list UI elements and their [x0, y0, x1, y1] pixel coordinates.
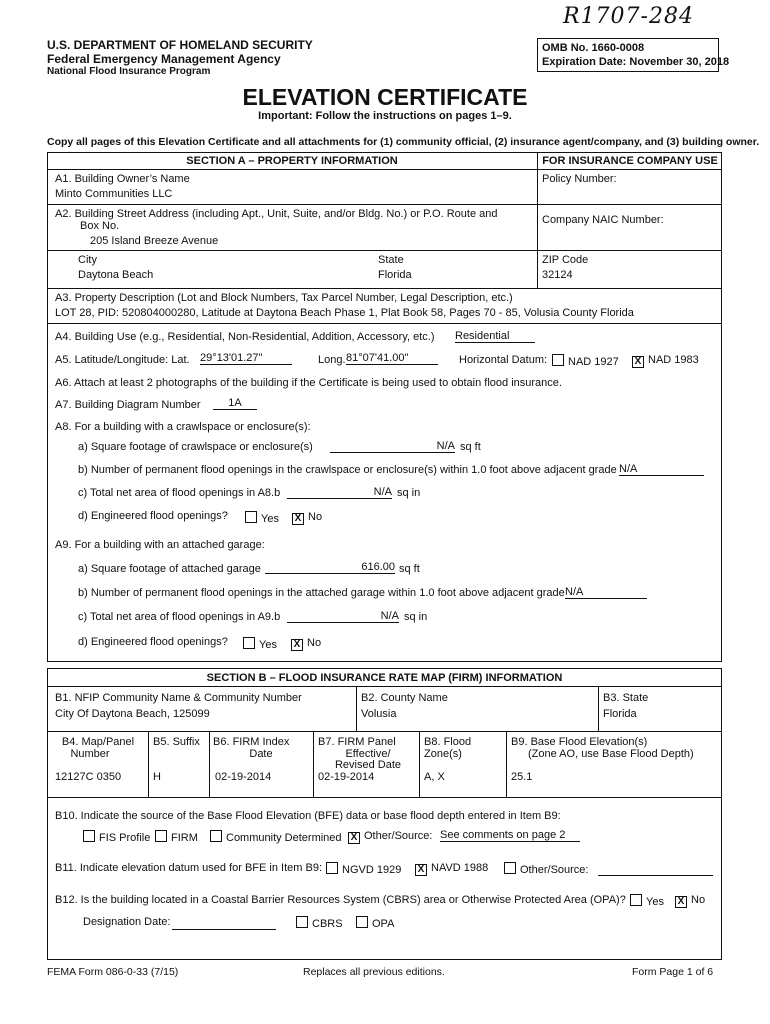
a8b-value[interactable]: N/A	[619, 463, 704, 476]
b9-value[interactable]: 25.1	[511, 771, 533, 783]
a8-label: A8. For a building with a crawlspace or enclosure(s):	[55, 421, 311, 433]
a9d-yes-label: Yes	[259, 639, 277, 651]
a8d-label: d) Engineered flood openings?	[78, 510, 228, 522]
b2-value[interactable]: Volusia	[361, 708, 397, 720]
a9b-label: b) Number of permanent flood openings in the attached garage within 1.0 foot above adjacent grade	[78, 587, 565, 599]
b1-label: B1. NFIP Community Name & Community Number	[55, 692, 302, 704]
omb-number: OMB No. 1660-0008	[542, 42, 645, 54]
a2-label: A2. Building Street Address (including Apt., Unit, Suite, and/or Bldg. No.) or P.O. Route and	[55, 208, 498, 220]
a9b-value[interactable]: N/A	[565, 586, 647, 599]
b7-label-cont2: Revised Date	[334, 759, 402, 771]
nad1927-label: NAD 1927	[568, 356, 619, 368]
a5-datum-label: Horizontal Datum:	[459, 354, 548, 366]
nad1927-option[interactable]	[552, 354, 619, 368]
b11-label: B11. Indicate elevation datum used for BFE in Item B9:	[55, 862, 322, 874]
b9-label: B9. Base Flood Elevation(s)	[511, 736, 648, 748]
a9-label: A9. For a building with an attached garage:	[55, 539, 265, 551]
b5-label: B5. Suffix	[153, 736, 200, 748]
other-source-checkbox[interactable]: X	[348, 832, 360, 844]
a9d-yes-checkbox[interactable]	[243, 637, 255, 649]
a3-value[interactable]: LOT 28, PID: 520804000280, Latitude at Daytona Beach Phase 1, Plat Book 58, Pages 70 - 85, Volusia County Florida	[55, 307, 634, 319]
replaces-note: Replaces all previous editions.	[303, 966, 445, 978]
a1-value[interactable]: Minto Communities LLC	[55, 188, 173, 200]
cbrs-checkbox[interactable]	[296, 916, 308, 928]
expiration-date: Expiration Date: November 30, 2018	[542, 56, 730, 68]
a5-long-label: Long.	[318, 354, 346, 366]
navd-option[interactable]	[415, 862, 488, 876]
a6-label: A6. Attach at least 2 photographs of the building if the Certificate is being used to obtain flood insurance.	[55, 377, 562, 389]
b4-label: B4. Map/Panel	[61, 736, 135, 748]
b6-label-cont: Date	[249, 748, 273, 760]
fis-label: FIS Profile	[99, 832, 151, 844]
b9-label-cont: (Zone AO, use Base Flood Depth)	[528, 748, 694, 760]
policy-label: Policy Number:	[542, 173, 617, 185]
opa-checkbox[interactable]	[356, 916, 368, 928]
community-label: Community Determined	[226, 832, 342, 844]
navd-checkbox[interactable]: X	[415, 864, 427, 876]
b3-value[interactable]: Florida	[603, 708, 637, 720]
a8d-yes-checkbox[interactable]	[245, 511, 257, 523]
a5-long[interactable]: 81°07'41.00"	[346, 352, 438, 365]
a7-label: A7. Building Diagram Number	[55, 399, 201, 411]
community-option[interactable]	[210, 830, 342, 844]
b7-label: B7. FIRM Panel	[318, 736, 396, 748]
b4-label-cont: Number	[70, 748, 110, 760]
b12-label: B12. Is the building located in a Coastal Barrier Resources System (CBRS) area or Otherwise Protected Area (OPA)?	[55, 894, 626, 906]
copy-note: Copy all pages of this Elevation Certificate and all attachments for (1) community official, (2) insurance agent/company, and (3) building owner.	[47, 136, 760, 148]
a8d-yes-label: Yes	[261, 513, 279, 525]
nad1927-checkbox[interactable]	[552, 354, 564, 366]
b12-no-checkbox[interactable]: X	[675, 896, 687, 908]
state-label: State	[378, 254, 404, 266]
fis-checkbox[interactable]	[83, 830, 95, 842]
state-value[interactable]: Florida	[378, 269, 412, 281]
b6-label: B6. FIRM Index	[213, 736, 290, 748]
other-source-label: Other/Source:	[364, 830, 433, 842]
page-title: ELEVATION CERTIFICATE	[242, 84, 528, 110]
zip-value[interactable]: 32124	[542, 269, 573, 281]
b12-yes-checkbox[interactable]	[630, 894, 642, 906]
b10-other-value[interactable]: See comments on page 2	[440, 829, 580, 842]
firm-label: FIRM	[171, 832, 198, 844]
city-label: City	[78, 254, 97, 266]
a9d-no-label: No	[307, 637, 322, 649]
firm-option[interactable]	[155, 830, 198, 844]
b7-value[interactable]: 02-19-2014	[318, 771, 375, 783]
nad1983-checkbox[interactable]: X	[632, 356, 644, 368]
omb-box	[537, 38, 730, 72]
b11-other-option[interactable]	[504, 862, 588, 876]
b4-value[interactable]: 12127C 0350	[55, 771, 122, 783]
section-a-heading: SECTION A – PROPERTY INFORMATION	[186, 155, 398, 167]
b11-other-value[interactable]	[598, 862, 713, 876]
a8d-no-label: No	[308, 511, 323, 523]
b8-label-cont: Zone(s)	[424, 748, 462, 760]
b7-label-cont: Effective/	[345, 748, 391, 760]
page-number: Form Page 1 of 6	[632, 966, 714, 978]
a9c-unit: sq in	[404, 611, 428, 623]
a1-label: A1. Building Owner’s Name	[55, 173, 190, 185]
a8c-label: c) Total net area of flood openings in A8.b	[78, 487, 281, 499]
b10-label: B10. Indicate the source of the Base Flood Elevation (BFE) data or base flood depth entered in Item B9:	[55, 810, 561, 822]
b12-no-option[interactable]	[675, 894, 705, 908]
insurance-heading: FOR INSURANCE COMPANY USE	[542, 155, 718, 167]
b2-label: B2. County Name	[361, 692, 448, 704]
a8b-label: b) Number of permanent flood openings in the crawlspace or enclosure(s) within 1.0 foot above adjacent grade	[78, 464, 617, 476]
a9a-value[interactable]: 616.00	[265, 561, 395, 574]
a8a-value[interactable]: N/A	[330, 440, 455, 453]
firm-checkbox[interactable]	[155, 830, 167, 842]
a9d-no-checkbox[interactable]: X	[291, 639, 303, 651]
fis-option[interactable]	[83, 830, 150, 844]
navd-label: NAVD 1988	[431, 862, 489, 874]
a4-value[interactable]: Residential	[455, 330, 535, 343]
ngvd-checkbox[interactable]	[326, 862, 338, 874]
b3-label: B3. State	[603, 692, 649, 704]
a9c-value[interactable]: N/A	[287, 610, 399, 623]
ngvd-option[interactable]	[326, 862, 401, 876]
a3-label: A3. Property Description (Lot and Block Numbers, Tax Parcel Number, Legal Description, etc.)	[55, 292, 513, 304]
a8d-yes-option[interactable]	[245, 511, 279, 525]
designation-label: Designation Date:	[83, 916, 171, 928]
a4-label: A4. Building Use (e.g., Residential, Non-Residential, Addition, Accessory, etc.)	[55, 331, 435, 343]
opa-option[interactable]	[356, 916, 394, 930]
zip-label: ZIP Code	[542, 254, 589, 266]
form-number: FEMA Form 086-0-33 (7/15)	[47, 966, 179, 978]
cbrs-option[interactable]	[296, 916, 343, 930]
a8a-label: a) Square footage of crawlspace or enclosure(s)	[78, 441, 313, 453]
section-b-heading: SECTION B – FLOOD INSURANCE RATE MAP (FIRM) INFORMATION	[206, 672, 563, 684]
a9c-label: c) Total net area of flood openings in A9.b	[78, 611, 281, 623]
b8-label: B8. Flood	[424, 736, 472, 748]
ngvd-label: NGVD 1929	[342, 864, 402, 876]
b11-other-checkbox[interactable]	[504, 862, 516, 874]
nad1983-option[interactable]	[632, 354, 699, 368]
a9d-yes-option[interactable]	[243, 637, 277, 651]
a8c-value[interactable]: N/A	[287, 486, 392, 499]
nad1983-label: NAD 1983	[648, 354, 699, 366]
naic-label: Company NAIC Number:	[542, 214, 664, 226]
a2-value[interactable]: 205 Island Breeze Avenue	[90, 235, 219, 247]
a8d-no-option[interactable]	[292, 511, 322, 525]
b6-value[interactable]: 02-19-2014	[215, 771, 272, 783]
program-name: National Flood Insurance Program	[47, 66, 211, 77]
opa-label: OPA	[372, 918, 395, 930]
b5-value[interactable]: H	[153, 771, 161, 783]
b1-value[interactable]: City Of Daytona Beach, 125099	[55, 708, 210, 720]
a8d-no-checkbox[interactable]: X	[292, 513, 304, 525]
designation-date-field[interactable]	[172, 916, 276, 930]
a2-label-cont: Box No.	[80, 220, 120, 232]
a7-value[interactable]: 1A	[213, 397, 257, 410]
b8-value[interactable]: A, X	[424, 771, 445, 783]
other-source-option[interactable]	[348, 830, 432, 844]
community-checkbox[interactable]	[210, 830, 222, 842]
b12-no-label: No	[691, 894, 706, 906]
b12-yes-label: Yes	[646, 896, 664, 908]
a8a-unit: sq ft	[460, 441, 481, 453]
a9d-label: d) Engineered flood openings?	[78, 636, 228, 648]
a5-lat[interactable]: 29°13'01.27"	[200, 352, 292, 365]
cbrs-label: CBRS	[312, 918, 343, 930]
handwritten-note: R1707-284	[563, 4, 694, 29]
agency-name: Federal Emergency Management Agency	[47, 52, 281, 66]
important-note: Important: Follow the instructions on pages 1–9.	[258, 110, 512, 122]
city-value[interactable]: Daytona Beach	[78, 269, 154, 281]
b12-yes-option[interactable]	[630, 894, 664, 908]
a9d-no-option[interactable]	[291, 637, 321, 651]
a9a-label: a) Square footage of attached garage	[78, 563, 261, 575]
b11-other-label: Other/Source:	[520, 864, 589, 876]
dept-name: U.S. DEPARTMENT OF HOMELAND SECURITY	[47, 38, 313, 52]
a5-label: A5. Latitude/Longitude: Lat.	[55, 354, 190, 366]
a9a-unit: sq ft	[399, 563, 420, 575]
a8c-unit: sq in	[397, 487, 421, 499]
